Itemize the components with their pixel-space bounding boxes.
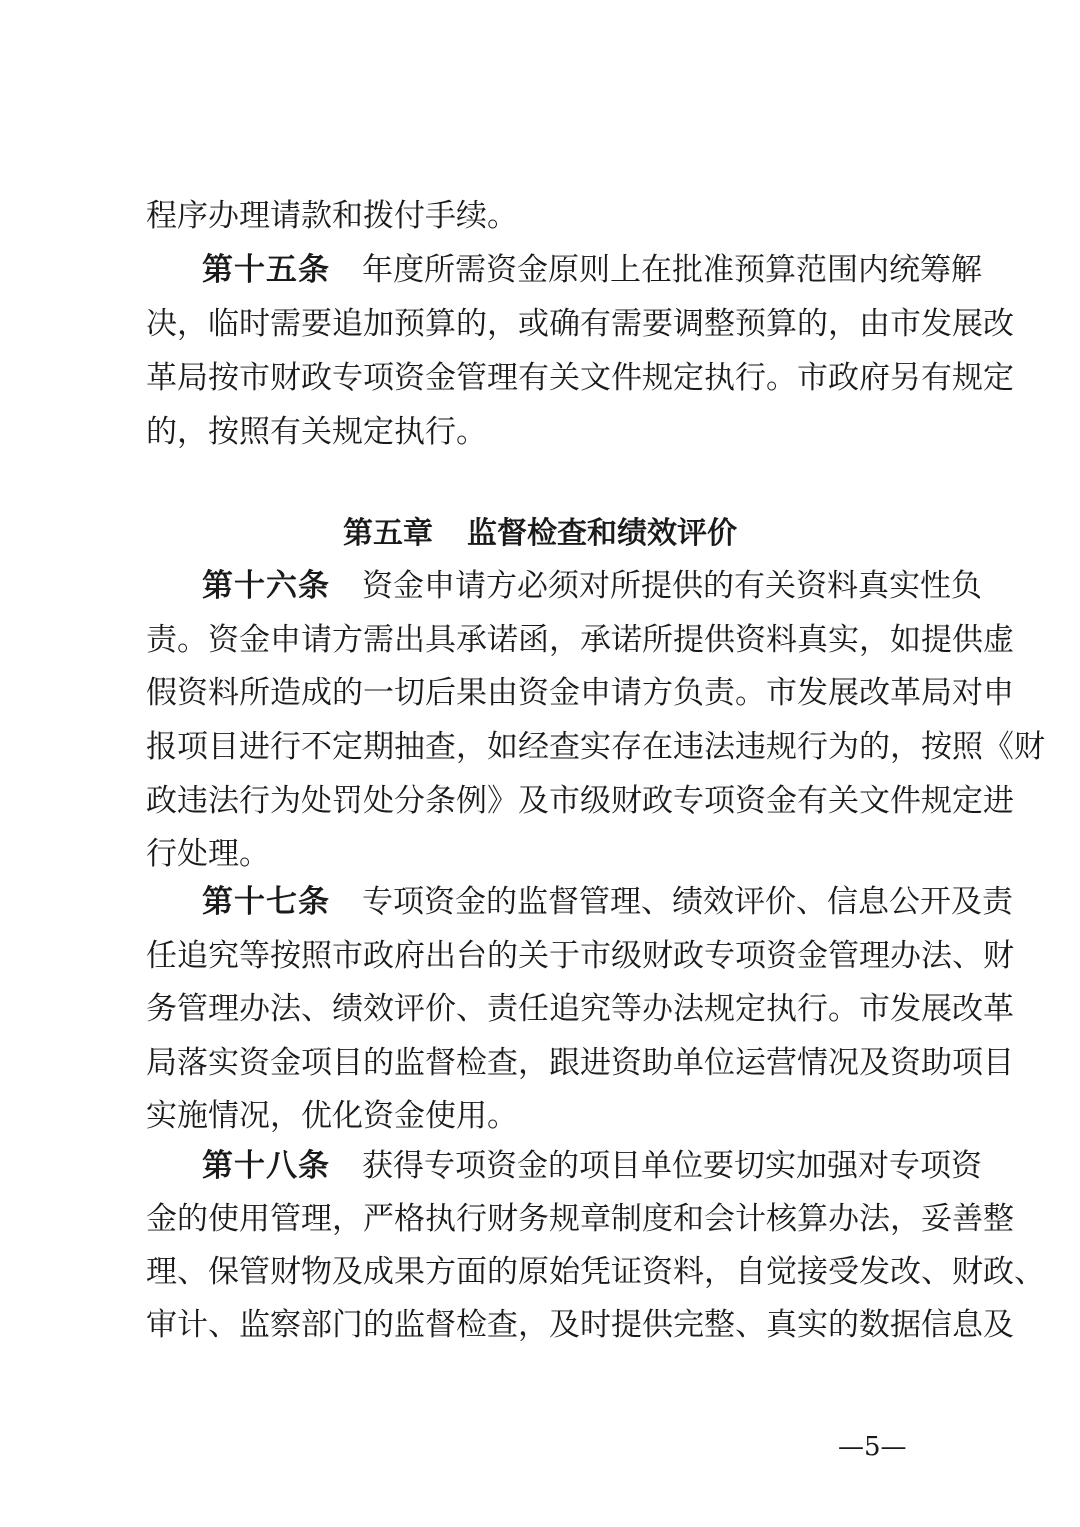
article-16-first-line xyxy=(202,566,982,606)
chapter-title: 监督检查和绩效评价 xyxy=(467,516,737,551)
article-18-first-line xyxy=(202,1146,982,1186)
text-line: 金的使用管理，严格执行财务规章制度和会计核算办法，妥善整 xyxy=(146,1201,1014,1237)
text-line: 政违法行为处罚处分条例》及市级财政专项资金有关文件规定进 xyxy=(146,783,1014,819)
text-line: 理、保管财物及成果方面的原始凭证资料，自觉接受发改、财政、 xyxy=(146,1254,1045,1290)
page-number: —5— xyxy=(838,1432,907,1462)
text-line: 革局按市财政专项资金管理有关文件规定执行。市政府另有规定 xyxy=(146,360,1014,396)
text-line: 的，按照有关规定执行。 xyxy=(146,414,487,450)
text-line: 局落实资金项目的监督检查，跟进资助单位运营情况及资助项目 xyxy=(146,1045,1014,1081)
article-number: 第十五条 xyxy=(202,252,330,288)
text-line: 程序办理请款和拨付手续。 xyxy=(146,198,518,234)
text-line: 决，临时需要追加预算的，或确有需要调整预算的，由市发展改 xyxy=(146,306,1014,342)
chapter-heading xyxy=(0,514,1080,554)
article-number: 第十六条 xyxy=(202,568,330,604)
chapter-number: 第五章 xyxy=(343,516,433,551)
text-run: 专项资金的监督管理、绩效评价、信息公开及责 xyxy=(362,884,1013,920)
text-line: 审计、监察部门的监督检查，及时提供完整、真实的数据信息及 xyxy=(146,1307,1014,1343)
text-line: 假资料所造成的一切后果由资金申请方负责。市发展改革局对申 xyxy=(146,675,1014,711)
article-number: 第十七条 xyxy=(202,884,330,920)
text-line: 报项目进行不定期抽查，如经查实存在违法违规行为的，按照《财 xyxy=(146,729,1045,765)
text-run: 获得专项资金的项目单位要切实加强对专项资 xyxy=(362,1148,982,1184)
text-line: 任追究等按照市政府出台的关于市级财政专项资金管理办法、财 xyxy=(146,938,1014,974)
text-line: 责。资金申请方需出具承诺函，承诺所提供资料真实，如提供虚 xyxy=(146,622,1014,658)
article-15-first-line xyxy=(202,250,982,290)
text-run: 资金申请方必须对所提供的有关资料真实性负 xyxy=(362,568,982,604)
text-line: 行处理。 xyxy=(146,836,270,872)
article-17-first-line xyxy=(202,882,1013,922)
text-run: 年度所需资金原则上在批准预算范围内统筹解 xyxy=(362,252,982,288)
article-number: 第十八条 xyxy=(202,1148,330,1184)
text-line: 务管理办法、绩效评价、责任追究等办法规定执行。市发展改革 xyxy=(146,991,1014,1027)
text-line: 实施情况，优化资金使用。 xyxy=(146,1098,518,1134)
